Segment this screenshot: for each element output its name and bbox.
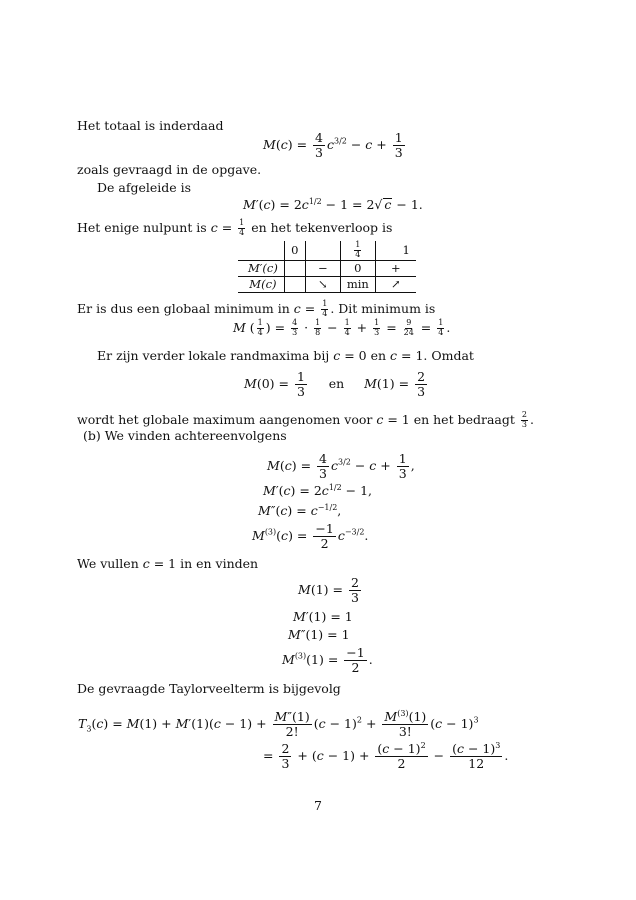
text-line: zoals gevraagd in de opgave. (77, 162, 262, 177)
table-cell (238, 241, 284, 260)
equation-mc: M(c) = $\frac{4}{3}$ $c^{3/2} - c$ + $\frac{1}{3}$ (263, 130, 403, 160)
text-line: Het enige nulpunt is c = $\frac{1}{4}$ en het tekenverloop is (77, 218, 393, 237)
text-segment: wordt het globale maximum aangenomen voor (77, 411, 377, 427)
table-cell: − (305, 260, 340, 276)
equation-row: $M^{(3)}(1)$ = $\frac{-1}{2}$ . (282, 645, 373, 675)
text-line: wordt het globale maximum aangenomen voor c = 1 en het bedraagt $\frac{2}{3}$ . (77, 410, 534, 429)
equation-row: M″(1) = 1 (288, 627, 350, 642)
text-line: (b) We vinden achtereenvolgens (83, 428, 287, 443)
text-segment: Er is dus een globaal minimum in (77, 300, 294, 316)
sign-table (238, 241, 416, 293)
equation-row: $M''(c) = c^{-1/2}$, (258, 503, 342, 519)
table-cell (284, 260, 305, 276)
table-cell: + (375, 260, 416, 276)
equation-row: $M^{(3)}(c)$ = $\frac{-1}{2}$ $c^{-3/2}$. (252, 521, 369, 551)
page-number: 7 (314, 798, 322, 813)
table-row-label: M′(c) (238, 260, 284, 276)
text-line: De afgeleide is (97, 180, 192, 195)
text-segment: . Dit minimum is (330, 300, 436, 316)
table-cell: ↘ (305, 276, 340, 292)
text-segment: . Omdat (423, 348, 474, 363)
text-line: Er zijn verder lokale randmaxima bij c = 0 en c = 1. Omdat (97, 348, 474, 363)
text-segment: en het tekenverloop is (247, 219, 393, 235)
text-segment: en (366, 348, 391, 363)
table-row-label: M(c) (238, 276, 284, 292)
text-segment: in en vinden (176, 556, 259, 571)
table-cell: 0 (340, 260, 375, 276)
text-line: We vullen c = 1 in en vinden (77, 556, 259, 571)
table-cell (305, 241, 340, 260)
table-cell: $\frac{1}{4}$ (340, 241, 375, 260)
equation-row: M′(1) = 1 (293, 609, 353, 624)
text-line: Er is dus een globaal minimum in c = $\frac{1}{4}$ . Dit minimum is (77, 299, 436, 318)
equation-row: M(1) = $\frac{2}{3}$ (298, 575, 359, 605)
table-cell: 1 (375, 241, 416, 260)
equation-taylor-result: = $\frac{2}{3}$ + (c − 1) + $\frac{(c - 1)^2}{2}$ − $\frac{(c - 1)^3}{12}$ . (263, 741, 509, 771)
text-line: Het totaal is inderdaad (77, 118, 224, 133)
equation-endpoints: M(0) = $\frac{1}{3}$ en M(1) = $\frac{2}{3}$ (244, 369, 426, 399)
text-segment: Er zijn verder lokale randmaxima bij (97, 348, 334, 363)
equation-row: M(c) = $\frac{4}{3}$ $c^{3/2} - c$ + $\frac{1}{3}$ , (267, 451, 415, 481)
table-cell: 0 (284, 241, 305, 260)
equation-taylor: $T_3(c) = M(1) + M'(1)(c - 1)$ + $\frac{M''(1)}{2!}$ $(c - 1)^2$ + $\frac{M^{(3)}(1)}{3!}$ $(c - 1)^3$ (78, 709, 479, 739)
table-cell: min (340, 276, 375, 292)
equation-derivative: $M'(c) = 2c^{1/2} - 1 = 2√$ c − 1. (243, 197, 423, 213)
text-segment: en (328, 375, 345, 391)
table-cell: ↗ (375, 276, 416, 292)
table-cell (284, 276, 305, 292)
text-line: De gevraagde Taylorveelterm is bijgevolg (77, 681, 341, 696)
equation-row: $M'(c) = 2c^{1/2} - 1$, (263, 483, 373, 499)
text-segment: en het bedraagt (409, 411, 519, 427)
text-segment: Het enige nulpunt is (77, 219, 211, 235)
equation-minimum: M ( $\frac{1}{4}$ ) = $\frac{4}{3}$ · $\frac{1}{8}$ − $\frac{1}{4}$ + $\frac{1}{3}$ = $\frac{9}{24}$ = $\frac{1}{4}$ . (233, 318, 451, 337)
text-segment: We vullen (77, 556, 143, 571)
